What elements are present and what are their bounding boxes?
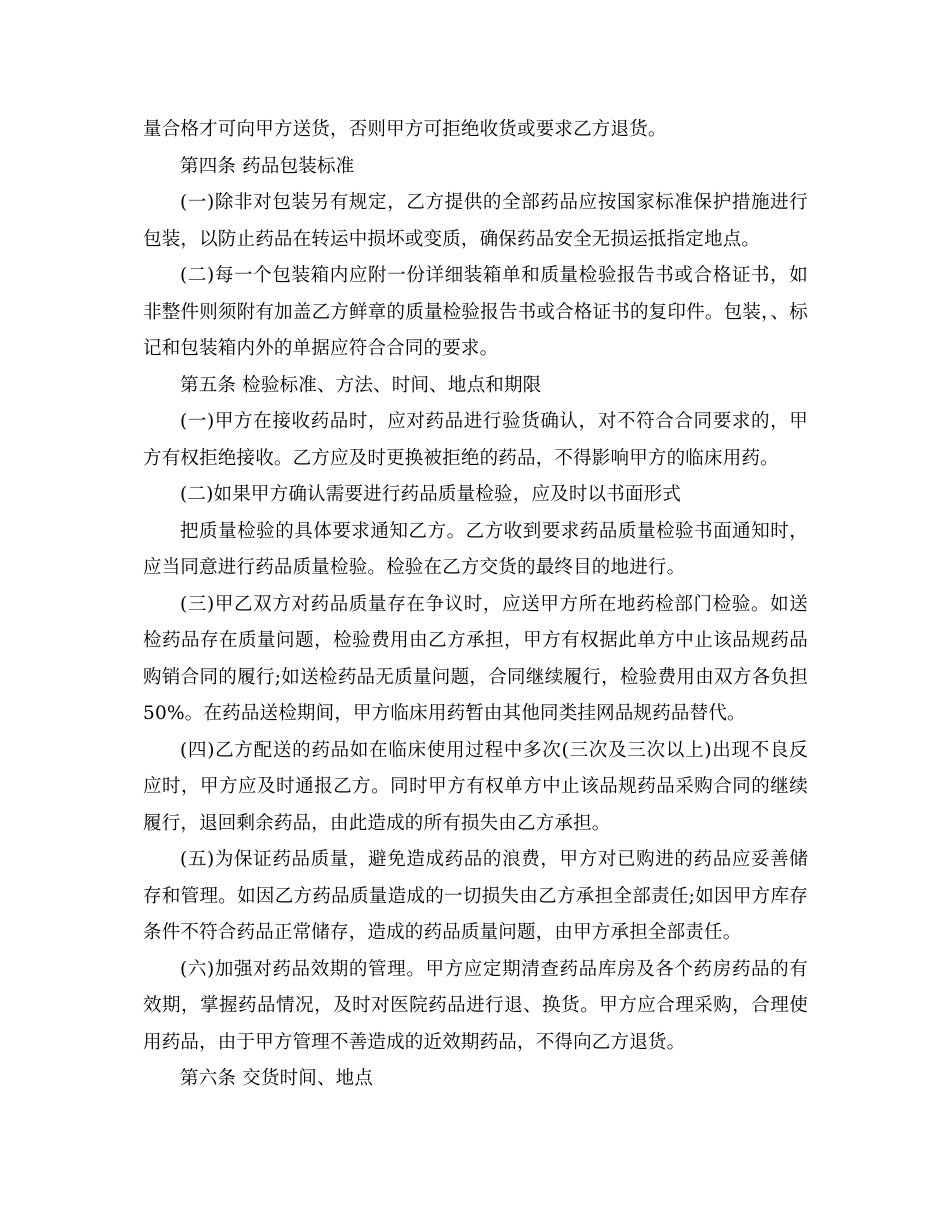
article-5-clause-6: (六)加强对药品效期的管理。甲方应定期清查药品库房及各个药房药品的有效期，掌握药品情况，及时对医院药品进行退、换货。甲方应合理采购，合理使用药品，由于甲方管理不善造成的近效期药品，不得向乙方退货。 bbox=[143, 958, 808, 1053]
article-4-clause-2: (二)每一个包装箱内应附一份详细装箱单和质量检验报告书或合格证书，如非整件则须附有加盖乙方鲜章的质量检验报告书或合格证书的复印件。包装，、标记和包装箱内外的单据应符合合同的要求。 bbox=[143, 265, 808, 359]
article-5-heading: 第五条 检验标准、方法、时间、地点和期限 bbox=[180, 374, 542, 396]
article-5-clause-2-continued: 把质量检验的具体要求通知乙方。乙方收到要求药品质量检验书面通知时，应当同意进行药品质量检验。检验在乙方交货的最终目的地进行。 bbox=[143, 520, 808, 578]
article-5-clause-2: (二)如果甲方确认需要进行药品质量检验，应及时以书面形式 bbox=[180, 484, 682, 505]
article-6-heading: 第六条 交货时间、地点 bbox=[180, 1068, 374, 1089]
article-5-clause-5: (五)为保证药品质量，避免造成药品的浪费，甲方对已购进的药品应妥善储存和管理。如因乙方药品质量造成的一切损失由乙方承担全部责任;如因甲方库存条件不符合药品正常储存，造成的药品质量问题，由甲方承担全部责任。 bbox=[143, 849, 808, 943]
article-4-heading: 第四条 药品包装标准 bbox=[180, 155, 355, 177]
article-5-clause-1: (一)甲方在接收药品时，应对药品进行验货确认，对不符合合同要求的，甲方有权拒绝接收。乙方应及时更换被拒绝的药品，不得影响甲方的临床用药。 bbox=[143, 411, 808, 469]
article-4-clause-1: (一)除非对包装另有规定，乙方提供的全部药品应按国家标准保护措施进行包装，以防止药品在转运中损坏或变质，确保药品安全无损运抵指定地点。 bbox=[143, 192, 808, 250]
article-5-clause-3: (三)甲乙双方对药品质量存在争议时，应送甲方所在地药检部门检验。如送检药品存在质量问题，检验费用由乙方承担，甲方有权据此单方中止该品规药品购销合同的履行;如送检药品无质量问题，合同继续履行，检验费用由双方各负担50%。在药品送检期间，甲方临床用药暂由其他同类挂网品规药品替代。 bbox=[143, 593, 808, 724]
paragraph-continuation: 量合格才可向甲方送货，否则甲方可拒绝收货或要求乙方退货。 bbox=[143, 119, 667, 140]
document-body bbox=[143, 112, 808, 1098]
article-5-clause-4: (四)乙方配送的药品如在临床使用过程中多次(三次及三次以上)出现不良反应时，甲方应及时通报乙方。同时甲方有权单方中止该品规药品采购合同的继续履行，退回剩余药品，由此造成的所有损失由乙方承担。 bbox=[143, 739, 808, 834]
